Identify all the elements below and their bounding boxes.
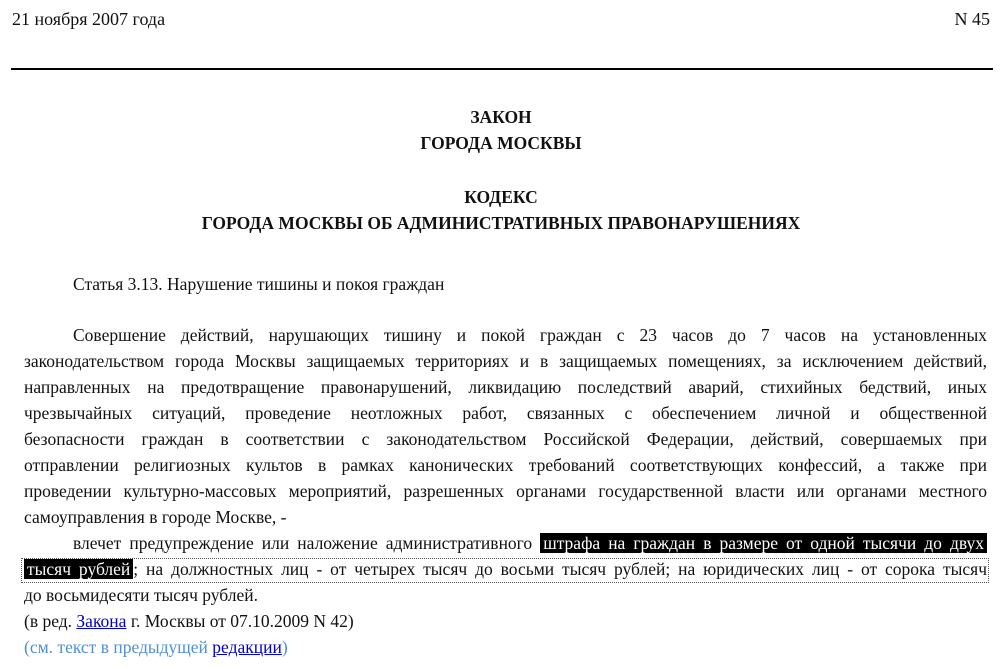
body-line: законодательством города Москвы защищаемых территориях и в защищаемых помещениях, за исключением действий, bbox=[24, 351, 987, 371]
penalty-line-2-text: ; на должностных лиц - от четырех тысяч до восьми тысяч рублей; на юридических лиц - от сорока тысяч bbox=[133, 559, 987, 579]
penalty-paragraph bbox=[24, 530, 987, 608]
article-body bbox=[24, 322, 987, 530]
amendment-note bbox=[24, 608, 354, 634]
penalty-line-3: до восьмидесяти тысяч рублей. bbox=[24, 585, 259, 605]
body-line: чрезвычайных ситуаций, проведение неотложных работ, связанных с обеспечением личной и общественной bbox=[24, 403, 987, 423]
header-divider bbox=[11, 68, 993, 70]
law-title: ЗАКОН bbox=[470, 107, 532, 127]
penalty-intro: влечет предупреждение или наложение административного bbox=[73, 533, 533, 553]
see-also-suffix: ) bbox=[281, 637, 288, 657]
article-heading: Статья 3.13. Нарушение тишины и покоя граждан bbox=[73, 274, 445, 294]
body-line: проведении культурно-массовых мероприятий, разрешенных органами государственной власти или органами местного bbox=[24, 481, 987, 501]
body-line: Совершение действий, нарушающих тишину и покой граждан с 23 часов до 7 часов на установленных bbox=[73, 325, 987, 345]
amendment-prefix: (в ред. bbox=[24, 611, 77, 631]
law-title-city: ГОРОДА МОСКВЫ bbox=[420, 133, 582, 153]
body-line: направленных на предотвращение правонарушений, ликвидацию последствий аварий, стихийных бедствий, иных bbox=[24, 377, 987, 397]
body-line: самоуправления в городе Москве, - bbox=[24, 507, 287, 527]
penalty-line-2 bbox=[24, 556, 987, 582]
document-date: 21 ноября 2007 года bbox=[12, 9, 166, 29]
body-line: безопасности граждан в соответствии с законодательством Российской Федерации, действий, совершаемых при bbox=[24, 429, 987, 449]
amending-law-link[interactable]: Закона bbox=[76, 611, 127, 631]
highlighted-selection-end[interactable]: тысяч рублей bbox=[24, 559, 133, 579]
code-title-full: ГОРОДА МОСКВЫ ОБ АДМИНИСТРАТИВНЫХ ПРАВОНАРУШЕНИЯХ bbox=[201, 213, 801, 233]
body-line: отправлении религиозных культов в рамках канонических требований соответствующих конфессий, а также при bbox=[24, 455, 987, 475]
highlighted-selection[interactable]: штрафа на граждан в размере от одной тысячи до двух bbox=[540, 533, 987, 553]
see-previous-note bbox=[24, 634, 288, 660]
penalty-line-1 bbox=[24, 530, 987, 556]
amendment-suffix: г. Москвы от 07.10.2009 N 42) bbox=[126, 611, 354, 631]
document-number: N 45 bbox=[954, 9, 990, 29]
code-title: КОДЕКС bbox=[464, 187, 538, 207]
previous-edition-link[interactable]: редакции bbox=[212, 637, 282, 657]
see-also-prefix: (см. текст в предыдущей bbox=[24, 637, 213, 657]
